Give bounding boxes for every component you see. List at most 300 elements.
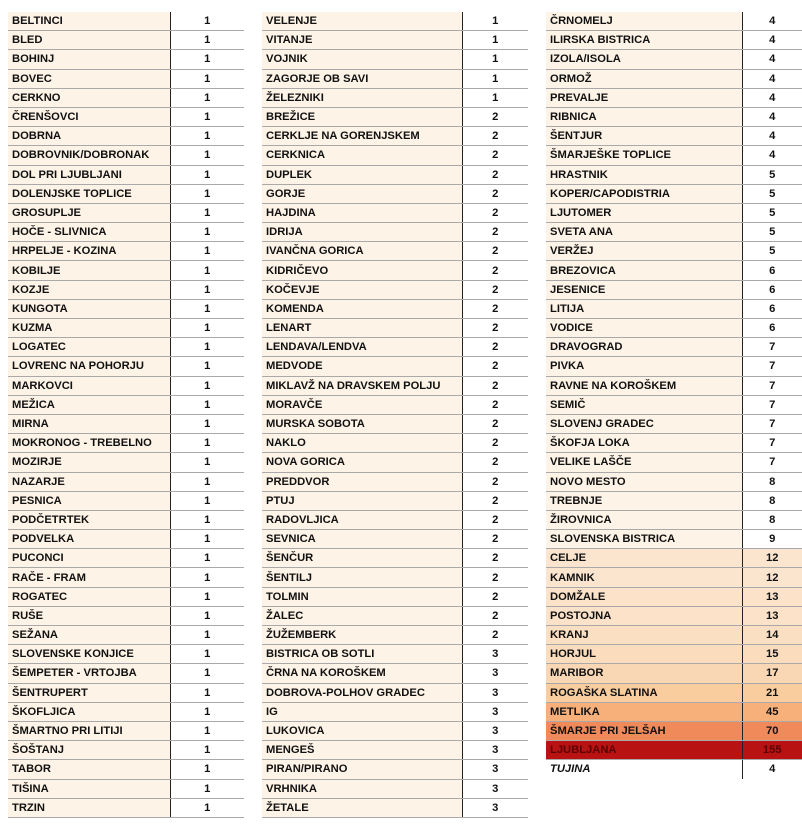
cases-table-col-3: [546, 12, 802, 779]
table-row: [546, 88, 802, 107]
table-row: [546, 299, 802, 318]
case-count: 5: [742, 184, 802, 203]
municipality-name: MARIBOR: [546, 664, 742, 683]
municipality-name: BISTRICA OB SOTLI: [262, 645, 462, 664]
table-row: [8, 338, 244, 357]
case-count: 8: [742, 510, 802, 529]
municipality-name: ORMOŽ: [546, 69, 742, 88]
case-count: 2: [462, 107, 528, 126]
municipality-name: CERKNO: [8, 88, 170, 107]
table-row: [262, 645, 528, 664]
table-row: [8, 587, 244, 606]
municipality-name: SEVNICA: [262, 530, 462, 549]
table-row: [546, 491, 802, 510]
municipality-name: MIKLAVŽ NA DRAVSKEM POLJU: [262, 376, 462, 395]
case-count: 1: [170, 721, 244, 740]
municipality-name: RIBNICA: [546, 107, 742, 126]
municipality-name: ŠENTJUR: [546, 127, 742, 146]
municipality-name: RAVNE NA KOROŠKEM: [546, 376, 742, 395]
table-row: [262, 606, 528, 625]
case-count: 1: [170, 626, 244, 645]
table-row: [546, 510, 802, 529]
case-count: 1: [170, 127, 244, 146]
case-count: 155: [742, 741, 802, 760]
municipality-name: CERKNICA: [262, 146, 462, 165]
case-count: 4: [742, 69, 802, 88]
table-row: [8, 165, 244, 184]
case-count: 3: [462, 779, 528, 798]
municipality-name: KOZJE: [8, 280, 170, 299]
table-row: [262, 395, 528, 414]
table-row: [262, 721, 528, 740]
case-count: 13: [742, 587, 802, 606]
municipality-name: DUPLEK: [262, 165, 462, 184]
table-row: [262, 165, 528, 184]
table-row: [546, 12, 802, 31]
municipality-name: ŠMARTNO PRI LITIJI: [8, 721, 170, 740]
table-row: [262, 280, 528, 299]
case-count: 7: [742, 414, 802, 433]
table-row: [546, 606, 802, 625]
case-count: 1: [170, 146, 244, 165]
case-count: 1: [170, 645, 244, 664]
table-row: [8, 261, 244, 280]
municipality-name: PIRAN/PIRANO: [262, 760, 462, 779]
municipality-name: BOHINJ: [8, 50, 170, 69]
table-row: [8, 107, 244, 126]
municipality-name: VELIKE LAŠČE: [546, 453, 742, 472]
municipality-name: ŽELEZNIKI: [262, 88, 462, 107]
table-row: [8, 127, 244, 146]
case-count: 1: [170, 280, 244, 299]
municipality-name: BREZOVICA: [546, 261, 742, 280]
table-row: [262, 203, 528, 222]
table-row: [546, 760, 802, 779]
table-row: [8, 357, 244, 376]
table-row: [8, 664, 244, 683]
municipality-name: ROGAŠKA SLATINA: [546, 683, 742, 702]
table-row: [546, 453, 802, 472]
municipality-name: DOL PRI LJUBLJANI: [8, 165, 170, 184]
municipality-name: ŠEMPETER - VRTOJBA: [8, 664, 170, 683]
case-count: 1: [170, 223, 244, 242]
case-count: 1: [170, 12, 244, 31]
case-count: 2: [462, 376, 528, 395]
municipality-name: DOBROVA-POLHOV GRADEC: [262, 683, 462, 702]
case-count: 1: [170, 741, 244, 760]
municipality-name: PODČETRTEK: [8, 510, 170, 529]
case-count: 15: [742, 645, 802, 664]
case-count: 3: [462, 798, 528, 817]
table-row: [8, 88, 244, 107]
case-count: 2: [462, 203, 528, 222]
case-count: 1: [170, 376, 244, 395]
case-count: 2: [462, 261, 528, 280]
case-count: 4: [742, 31, 802, 50]
table-row: [262, 741, 528, 760]
case-count: 2: [462, 299, 528, 318]
case-count: 1: [170, 414, 244, 433]
case-count: 6: [742, 280, 802, 299]
table-row: [262, 702, 528, 721]
table-row: [262, 549, 528, 568]
table-row: [262, 319, 528, 338]
case-count: 3: [462, 760, 528, 779]
municipality-name: MEDVODE: [262, 357, 462, 376]
municipality-name: ŽALEC: [262, 606, 462, 625]
case-count: 1: [170, 242, 244, 261]
case-count: 1: [170, 203, 244, 222]
municipality-name: PTUJ: [262, 491, 462, 510]
table-row: [546, 107, 802, 126]
municipality-name: ŽUŽEMBERK: [262, 626, 462, 645]
municipality-name: SEMIČ: [546, 395, 742, 414]
case-count: 6: [742, 299, 802, 318]
municipality-name: TOLMIN: [262, 587, 462, 606]
municipality-name: CERKLJE NA GORENJSKEM: [262, 127, 462, 146]
case-count: 2: [462, 184, 528, 203]
table-row: [262, 798, 528, 817]
table-row: [8, 626, 244, 645]
case-count: 1: [170, 299, 244, 318]
municipality-name: VOJNIK: [262, 50, 462, 69]
municipality-name: BOVEC: [8, 69, 170, 88]
case-count: 3: [462, 645, 528, 664]
table-row: [262, 779, 528, 798]
case-count: 2: [462, 510, 528, 529]
case-count: 7: [742, 357, 802, 376]
table-row: [546, 472, 802, 491]
municipality-name: VERŽEJ: [546, 242, 742, 261]
case-count: 1: [170, 50, 244, 69]
case-count: 1: [170, 568, 244, 587]
municipality-name: IDRIJA: [262, 223, 462, 242]
municipality-name: PIVKA: [546, 357, 742, 376]
case-count: 14: [742, 626, 802, 645]
municipality-name: HAJDINA: [262, 203, 462, 222]
municipality-name: NOVA GORICA: [262, 453, 462, 472]
municipality-name: KOMENDA: [262, 299, 462, 318]
table-row: [546, 395, 802, 414]
municipality-name: ZAGORJE OB SAVI: [262, 69, 462, 88]
case-count: 7: [742, 434, 802, 453]
cases-table-col-2: [262, 12, 528, 818]
table-row: [262, 357, 528, 376]
case-count: 2: [462, 549, 528, 568]
case-count: 1: [462, 69, 528, 88]
municipality-name: ŽETALE: [262, 798, 462, 817]
table-row: [262, 530, 528, 549]
municipality-name: ŠENTRUPERT: [8, 683, 170, 702]
table-row: [546, 530, 802, 549]
municipality-name: BELTINCI: [8, 12, 170, 31]
case-count: 1: [170, 491, 244, 510]
table-row: [546, 683, 802, 702]
municipality-name: SVETA ANA: [546, 223, 742, 242]
municipality-name: MEŽICA: [8, 395, 170, 414]
municipality-name: NAKLO: [262, 434, 462, 453]
municipality-name: LUKOVICA: [262, 721, 462, 740]
table-row: [262, 107, 528, 126]
case-count: 2: [462, 319, 528, 338]
case-count: 2: [462, 568, 528, 587]
municipality-name: HRPELJE - KOZINA: [8, 242, 170, 261]
municipality-name: POSTOJNA: [546, 606, 742, 625]
municipality-name: ŠKOFLJICA: [8, 702, 170, 721]
table-row: [262, 127, 528, 146]
municipality-name: ILIRSKA BISTRICA: [546, 31, 742, 50]
municipality-name: PREVALJE: [546, 88, 742, 107]
municipality-name: SLOVENSKE KONJICE: [8, 645, 170, 664]
case-count: 21: [742, 683, 802, 702]
table-row: [546, 721, 802, 740]
table-row: [546, 357, 802, 376]
case-count: 2: [462, 491, 528, 510]
table-row: [546, 549, 802, 568]
table-row: [8, 741, 244, 760]
table-row: [262, 491, 528, 510]
case-count: 5: [742, 223, 802, 242]
municipality-name: IZOLA/ISOLA: [546, 50, 742, 69]
case-count: 1: [170, 683, 244, 702]
table-row: [546, 568, 802, 587]
municipality-name: TRZIN: [8, 798, 170, 817]
table-row: [8, 242, 244, 261]
table-row: [8, 702, 244, 721]
table-row: [546, 319, 802, 338]
table-row: [546, 184, 802, 203]
table-row: [8, 376, 244, 395]
municipality-name: ŠMARJE PRI JELŠAH: [546, 721, 742, 740]
municipality-name: HRASTNIK: [546, 165, 742, 184]
table-row: [262, 31, 528, 50]
case-count: 3: [462, 702, 528, 721]
table-row: [262, 299, 528, 318]
case-count: 4: [742, 50, 802, 69]
municipality-name: DOBRNA: [8, 127, 170, 146]
case-count: 1: [170, 530, 244, 549]
table-row: [546, 626, 802, 645]
case-count: 8: [742, 491, 802, 510]
case-count: 5: [742, 242, 802, 261]
table-row: [8, 645, 244, 664]
table-row: [8, 760, 244, 779]
table-row: [8, 31, 244, 50]
table-row: [262, 223, 528, 242]
table-row: [262, 338, 528, 357]
municipality-name: KOPER/CAPODISTRIA: [546, 184, 742, 203]
table-row: [262, 510, 528, 529]
case-count: 1: [170, 165, 244, 184]
municipality-name: KUZMA: [8, 319, 170, 338]
municipality-name: LENDAVA/LENDVA: [262, 338, 462, 357]
municipality-name: ŽIROVNICA: [546, 510, 742, 529]
municipality-name: ŠMARJEŠKE TOPLICE: [546, 146, 742, 165]
case-count: 6: [742, 261, 802, 280]
case-count: 1: [462, 12, 528, 31]
case-count: 6: [742, 319, 802, 338]
case-count: 1: [170, 434, 244, 453]
municipality-name: HOČE - SLIVNICA: [8, 223, 170, 242]
case-count: 2: [462, 626, 528, 645]
case-count: 1: [462, 88, 528, 107]
table-row: [546, 69, 802, 88]
municipality-name: RADOVLJICA: [262, 510, 462, 529]
municipality-name: CELJE: [546, 549, 742, 568]
municipality-name: VRHNIKA: [262, 779, 462, 798]
table-row: [8, 779, 244, 798]
table-row: [546, 414, 802, 433]
case-count: 70: [742, 721, 802, 740]
municipality-name: MIRNA: [8, 414, 170, 433]
municipality-name: KOBILJE: [8, 261, 170, 280]
table-row: [546, 50, 802, 69]
case-count: 1: [170, 261, 244, 280]
municipality-name: ŠKOFJA LOKA: [546, 434, 742, 453]
municipality-name: ČRNOMELJ: [546, 12, 742, 31]
case-count: 4: [742, 107, 802, 126]
case-count: 2: [462, 127, 528, 146]
municipality-name: TREBNJE: [546, 491, 742, 510]
case-count: 2: [462, 606, 528, 625]
cases-table-col-1: [8, 12, 244, 818]
case-count: 1: [170, 779, 244, 798]
table-row: [546, 376, 802, 395]
municipality-name: MOZIRJE: [8, 453, 170, 472]
case-count: 1: [170, 702, 244, 721]
table-row: [8, 280, 244, 299]
municipality-name: MORAVČE: [262, 395, 462, 414]
table-row: [546, 127, 802, 146]
municipality-name: LJUBLJANA: [546, 741, 742, 760]
table-row: [8, 69, 244, 88]
municipality-name: PREDDVOR: [262, 472, 462, 491]
case-count: 1: [170, 357, 244, 376]
table-row: [8, 683, 244, 702]
table-row: [262, 146, 528, 165]
case-count: 1: [170, 107, 244, 126]
table-row: [8, 146, 244, 165]
case-count: 2: [462, 357, 528, 376]
table-row: [8, 549, 244, 568]
table-row: [8, 395, 244, 414]
municipality-name: ŠENTILJ: [262, 568, 462, 587]
municipality-name: MOKRONOG - TREBELNO: [8, 434, 170, 453]
table-row: [8, 434, 244, 453]
case-count: 1: [170, 510, 244, 529]
municipality-name: LITIJA: [546, 299, 742, 318]
municipality-name: HORJUL: [546, 645, 742, 664]
case-count: 1: [170, 31, 244, 50]
table-row: [8, 319, 244, 338]
municipality-name: GORJE: [262, 184, 462, 203]
municipality-name: SLOVENSKA BISTRICA: [546, 530, 742, 549]
case-count: 1: [170, 319, 244, 338]
municipality-name: MENGEŠ: [262, 741, 462, 760]
case-count: 2: [462, 414, 528, 433]
municipality-name: IG: [262, 702, 462, 721]
municipality-name: SEŽANA: [8, 626, 170, 645]
municipality-name: NOVO MESTO: [546, 472, 742, 491]
case-count: 7: [742, 395, 802, 414]
table-row: [8, 798, 244, 817]
municipality-name: PESNICA: [8, 491, 170, 510]
table-row: [546, 434, 802, 453]
municipality-name: RAČE - FRAM: [8, 568, 170, 587]
table-row: [546, 741, 802, 760]
case-count: 2: [462, 395, 528, 414]
municipality-name: NAZARJE: [8, 472, 170, 491]
case-count: 2: [462, 338, 528, 357]
table-row: [262, 472, 528, 491]
table-row: [8, 50, 244, 69]
case-count: 2: [462, 280, 528, 299]
case-count: 1: [170, 69, 244, 88]
table-row: [262, 760, 528, 779]
case-count: 1: [170, 549, 244, 568]
case-count: 5: [742, 203, 802, 222]
table-row: [546, 338, 802, 357]
table-row: [546, 702, 802, 721]
municipality-name: KRANJ: [546, 626, 742, 645]
case-count: 1: [170, 664, 244, 683]
case-count: 4: [742, 88, 802, 107]
case-count: 2: [462, 472, 528, 491]
case-count: 1: [170, 395, 244, 414]
municipality-name: KOČEVJE: [262, 280, 462, 299]
case-count: 12: [742, 568, 802, 587]
municipality-name: VELENJE: [262, 12, 462, 31]
table-row: [262, 568, 528, 587]
case-count: 17: [742, 664, 802, 683]
municipality-name: ČRENŠOVCI: [8, 107, 170, 126]
case-count: 2: [462, 146, 528, 165]
table-row: [8, 472, 244, 491]
table-row: [546, 645, 802, 664]
case-count: 8: [742, 472, 802, 491]
table-row: [8, 721, 244, 740]
municipality-name: ŠOŠTANJ: [8, 741, 170, 760]
case-count: 4: [742, 12, 802, 31]
case-count: 2: [462, 434, 528, 453]
case-count: 1: [170, 760, 244, 779]
table-row: [262, 626, 528, 645]
table-row: [262, 184, 528, 203]
case-count: 1: [462, 50, 528, 69]
table-row: [546, 261, 802, 280]
table-row: [262, 376, 528, 395]
case-count: 3: [462, 741, 528, 760]
municipality-name: DRAVOGRAD: [546, 338, 742, 357]
table-row: [262, 88, 528, 107]
table-row: [8, 299, 244, 318]
case-count: 7: [742, 376, 802, 395]
case-count: 3: [462, 683, 528, 702]
table-row: [262, 414, 528, 433]
table-row: [8, 414, 244, 433]
municipality-name: DOBROVNIK/DOBRONAK: [8, 146, 170, 165]
table-row: [546, 242, 802, 261]
table-row: [262, 434, 528, 453]
case-count: 1: [170, 798, 244, 817]
municipality-name: LJUTOMER: [546, 203, 742, 222]
case-count: 1: [170, 453, 244, 472]
case-count: 1: [462, 31, 528, 50]
case-count: 4: [742, 760, 802, 779]
case-count: 1: [170, 606, 244, 625]
case-count: 3: [462, 664, 528, 683]
municipality-name: TIŠINA: [8, 779, 170, 798]
